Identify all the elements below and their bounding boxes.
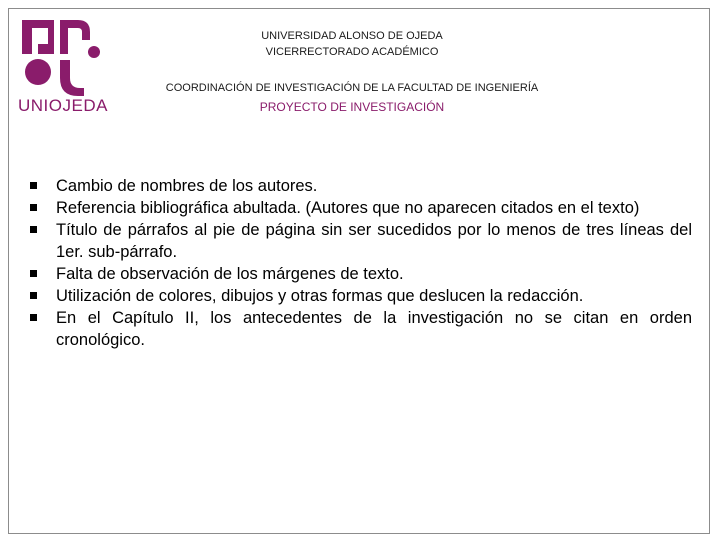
list-item xyxy=(30,219,692,263)
square-bullet-icon xyxy=(30,226,37,233)
bullet-text: Utilización de colores, dibujos y otras formas que deslucen la redacción. xyxy=(56,287,584,305)
institution-name: UNIVERSIDAD ALONSO DE OJEDA xyxy=(261,30,443,42)
list-item xyxy=(30,285,692,307)
bullet-text: Falta de observación de los márgenes de texto. xyxy=(56,265,404,283)
square-bullet-icon xyxy=(30,204,37,211)
bullet-text: Título de párrafos al pie de página sin ser sucedidos por lo menos de tres líneas del 1er. sub-párrafo. xyxy=(56,221,692,261)
square-bullet-icon xyxy=(30,314,37,321)
list-item xyxy=(30,175,692,197)
square-bullet-icon xyxy=(30,182,37,189)
list-item xyxy=(30,197,692,219)
page-subtitle: PROYECTO DE INVESTIGACIÓN xyxy=(259,100,445,114)
bullet-text: Referencia bibliográfica abultada. (Autores que no aparecen citados en el texto) xyxy=(56,199,640,217)
logo-text: UNIOJEDA xyxy=(18,96,108,115)
bullet-text: En el Capítulo II, los antecedentes de la investigación no se citan en orden cronológico. xyxy=(56,309,692,349)
bullet-text: Cambio de nombres de los autores. xyxy=(56,177,318,195)
list-item xyxy=(30,263,692,285)
coordination-name: COORDINACIÓN DE INVESTIGACIÓN DE LA FACULTAD DE INGENIERÍA xyxy=(165,82,539,94)
list-item xyxy=(30,307,692,351)
bullet-list xyxy=(30,175,692,351)
department-name: VICERRECTORADO ACADÉMICO xyxy=(265,46,439,58)
square-bullet-icon xyxy=(30,270,37,277)
square-bullet-icon xyxy=(30,292,37,299)
